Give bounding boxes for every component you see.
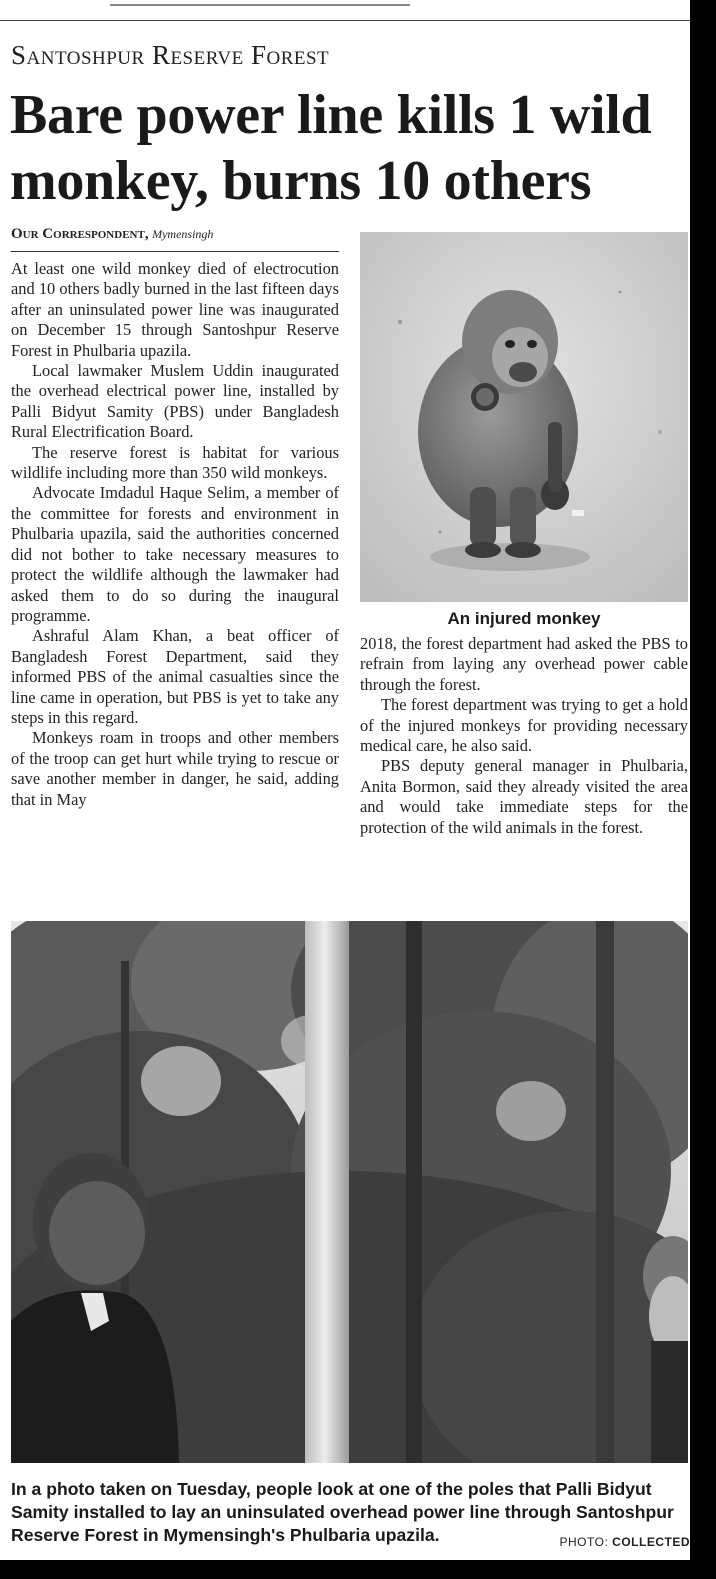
headline: Bare power line kills 1 wild monkey, burns 10 others <box>10 84 652 212</box>
injured-monkey-photo <box>360 232 688 602</box>
forest-photo-caption: In a photo taken on Tuesday, people look at one of the poles that Palli Bidyut Samity installed to lay an uninsulated overhead power line through Santoshpur Reserve Forest in Mymensingh's Phulbaria upazila. <box>11 1479 674 1545</box>
scan-edge-bottom <box>0 1560 716 1579</box>
previous-article-remnant <box>110 0 410 6</box>
byline-location: Mymensingh <box>152 227 214 241</box>
paragraph: PBS deputy general manager in Phulbaria, Anita Bormon, said they already visited the area and would take immediate steps for the protection of the wild animals in the forest. <box>360 756 688 837</box>
paragraph: Advocate Imdadul Haque Selim, a member of the committee for forests and environment in Phulbaria upazila, said the authorities concerned did not bother to take necessary measures to protect the wildlife although the lawmaker had asked them to do so during the inaugural programme. <box>11 483 339 625</box>
scan-edge-right <box>690 0 716 1579</box>
photo-credit <box>556 1535 690 1549</box>
paragraph: Local lawmaker Muslem Uddin inaugurated the overhead electrical power line, installed by Palli Bidyut Samity (PBS) under Bangladesh Rural Electrification Board. <box>11 361 339 442</box>
photo-credit-label: PHOTO: <box>559 1535 609 1549</box>
paragraph: Ashraful Alam Khan, a beat officer of Bangladesh Forest Department, said they informed PBS of the animal casualties since the line came in operation, but PBS is yet to take any steps in this regard. <box>11 626 339 727</box>
forest-pole-photo <box>11 921 688 1463</box>
article-column-right <box>360 634 688 838</box>
top-divider <box>0 20 690 21</box>
paragraph: The forest department was trying to get a hold of the injured monkeys for providing necessary medical care, he also said. <box>360 695 688 756</box>
paragraph: The reserve forest is habitat for various wildlife including more than 350 wild monkeys. <box>11 442 339 483</box>
byline-divider <box>11 251 339 252</box>
byline-author: Our Correspondent, <box>11 226 149 242</box>
byline <box>11 226 341 243</box>
paragraph: 2018, the forest department had asked the PBS to refrain from laying any overhead power cable through the forest. <box>360 634 688 694</box>
article-column-left <box>11 259 339 810</box>
paragraph: At least one wild monkey died of electrocution and 10 others badly burned in the last fifteen days after an uninsulated power line was inaugurated on December 15 through Santoshpur Reserve Forest in Phulbaria upazila. <box>11 259 339 360</box>
monkey-photo-caption: An injured monkey <box>447 609 601 628</box>
photo-credit-source: COLLECTED <box>612 1535 690 1549</box>
kicker: Santoshpur Reserve Forest <box>11 40 330 70</box>
paragraph: Monkeys roam in troops and other members of the troop can get hurt while trying to rescue or save another member in danger, he said, adding that in May <box>11 728 339 809</box>
